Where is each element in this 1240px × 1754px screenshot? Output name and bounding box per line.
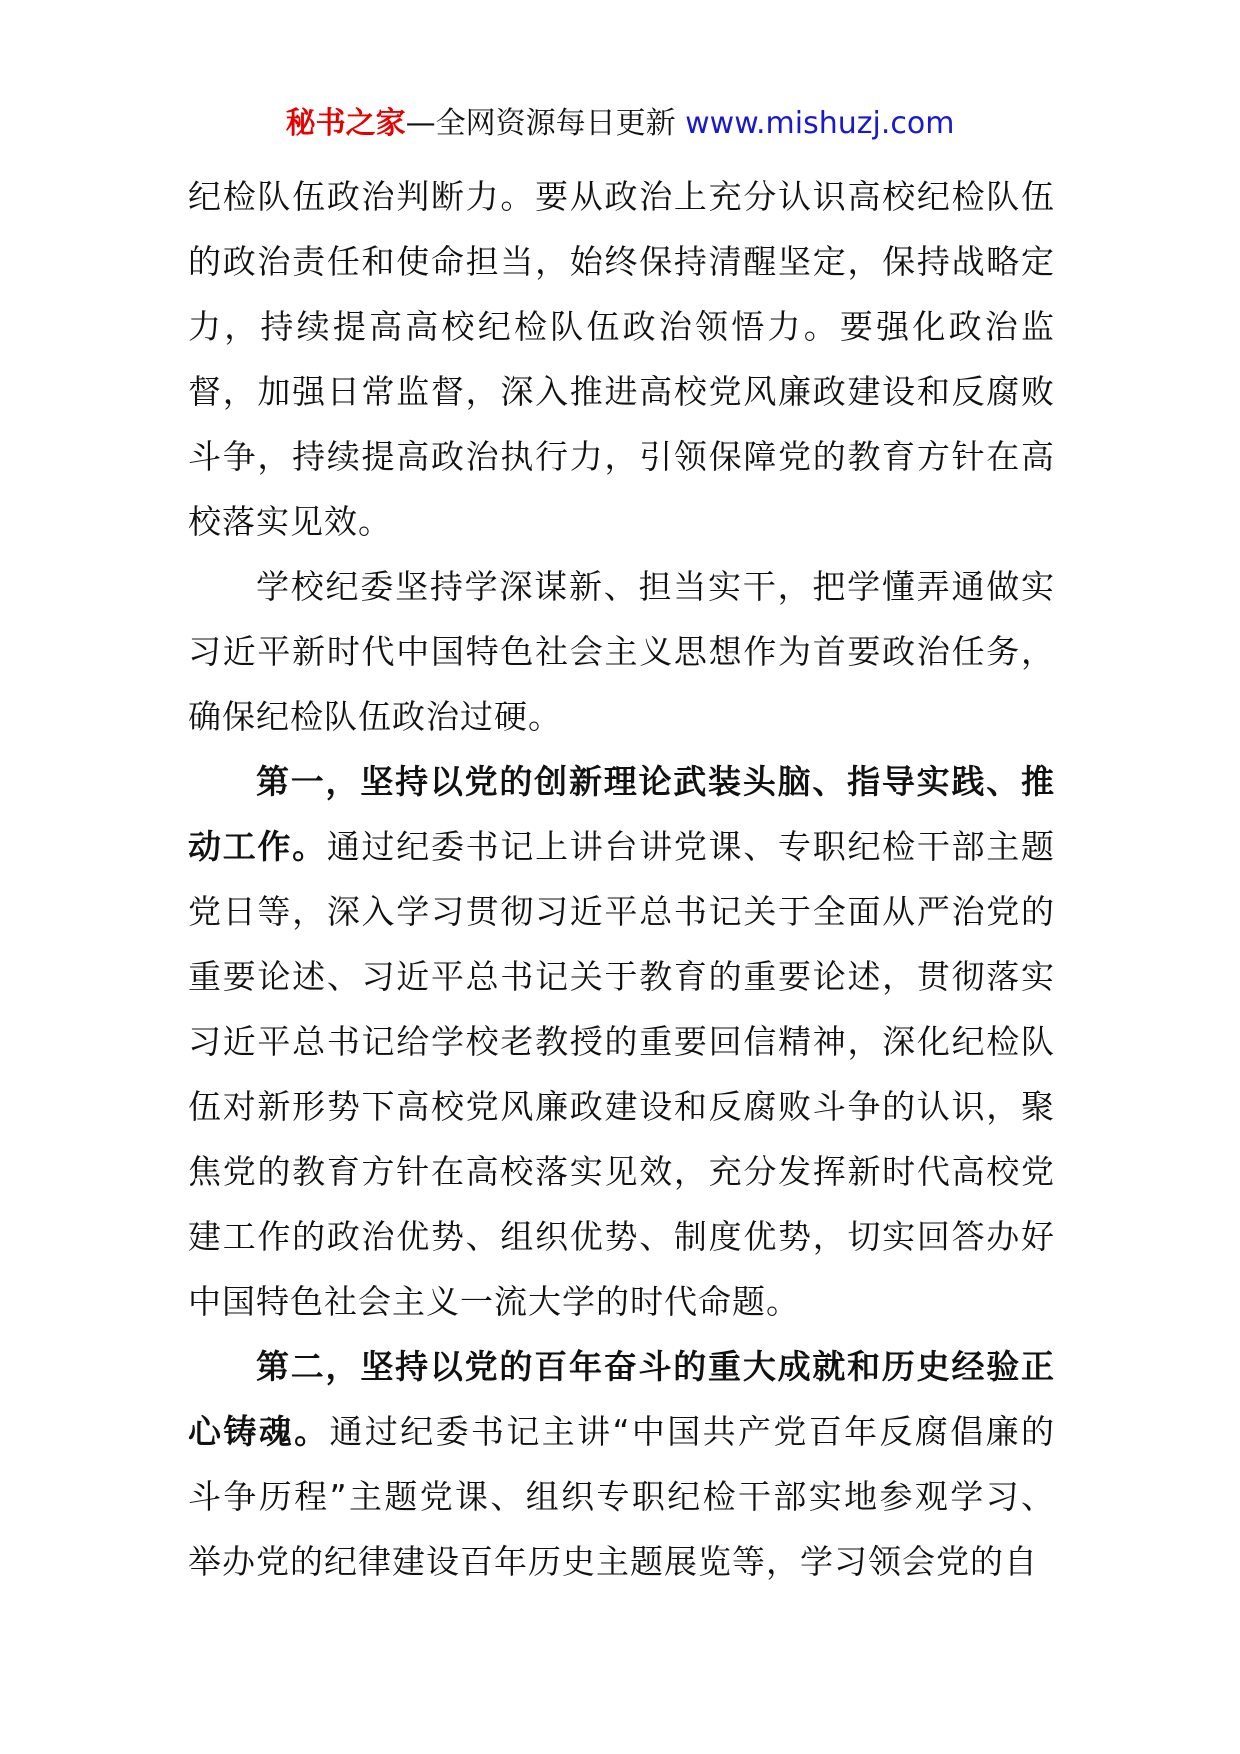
site-header xyxy=(0,100,1240,148)
brand-name: 秘书之家 xyxy=(285,106,406,141)
document-body xyxy=(188,164,1055,1594)
paragraph-continued: 纪检队伍政治判断力。要从政治上充分认识高校纪检队伍的政治责任和使命担当，始终保持清醒坚定，保持战略定力，持续提高高校纪检队伍政治领悟力。要强化政治监督，加强日常监督，深入推进高校党风廉政建设和反腐败斗争，持续提高政治执行力，引领保障党的教育方针在高校落实见效。 xyxy=(188,177,1055,541)
second-point-heading: 第二，坚持以党的百年奋斗的重大成就和历史经验正心铸魂。 xyxy=(188,1347,1055,1451)
paragraph-first-point xyxy=(188,749,1055,1334)
site-url[interactable]: www.mishuzj.com xyxy=(685,106,955,141)
paragraph-intro: 学校纪委坚持学深谋新、担当实干，把学懂弄通做实习近平新时代中国特色社会主义思想作为首要政治任务，确保纪检队伍政治过硬。 xyxy=(188,567,1055,736)
second-point-text: 通过纪委书记主讲“中国共产党百年反腐倡廉的斗争历程”主题党课、组织专职纪检干部实地参观学习、举办党的纪律建设百年历史主题展览等，学习领会党的自 xyxy=(188,1412,1055,1581)
first-point-text: 通过纪委书记上讲台讲党课、专职纪检干部主题党日等，深入学习贯彻习近平总书记关于全面从严治党的重要论述、习近平总书记关于教育的重要论述，贯彻落实习近平总书记给学校老教授的重要回信精神，深化纪检队伍对新形势下高校党风廉政建设和反腐败斗争的认识，聚焦党的教育方针在高校落实见效，充分发挥新时代高校党建工作的政治优势、组织优势、制度优势，切实回答办好中国特色社会主义一流大学的时代命题。 xyxy=(188,827,1056,1321)
header-tagline: —全网资源每日更新 xyxy=(405,106,686,141)
first-point-heading: 第一，坚持以党的创新理论武装头脑、指导实践、推动工作。 xyxy=(188,762,1055,866)
paragraph-second-point xyxy=(188,1334,1055,1594)
